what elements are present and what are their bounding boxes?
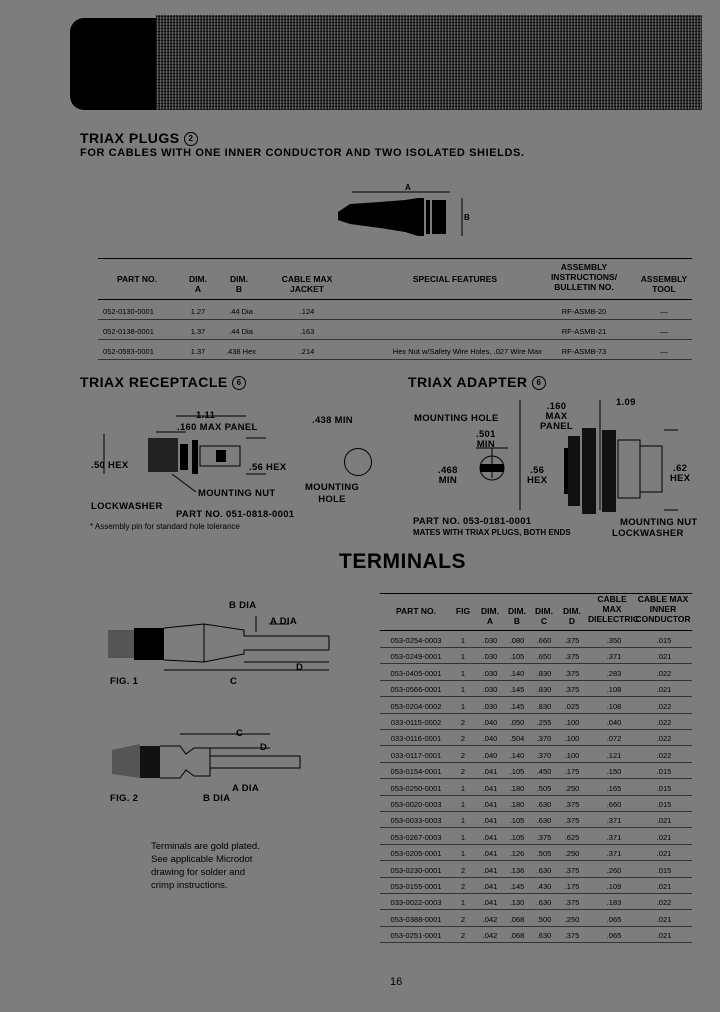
term-table-cell: .072 bbox=[606, 734, 622, 744]
term-table-cell: .105 bbox=[509, 816, 525, 826]
plug-table-cell: 052-0593-0001 bbox=[103, 347, 154, 356]
term-table-cell: .105 bbox=[509, 652, 525, 662]
term-table-cell: 053-0230-0001 bbox=[390, 865, 442, 875]
term-table-cell: .108 bbox=[606, 701, 622, 711]
term-table-cell: .021 bbox=[656, 685, 672, 695]
term-table-cell: 1 bbox=[460, 685, 466, 695]
plug-col-instructions: ASSEMBLY INSTRUCTIONS/ BULLETIN NO. bbox=[550, 262, 618, 292]
plug-col-dimb: DIM. B bbox=[230, 274, 248, 294]
term-table-cell: .450 bbox=[536, 767, 552, 777]
term-row-rule bbox=[380, 729, 692, 730]
plug-col-features: SPECIAL FEATURES bbox=[412, 274, 498, 284]
term-table-cell: .022 bbox=[656, 701, 672, 711]
term-table-cell: .030 bbox=[482, 636, 498, 645]
term-row-rule bbox=[380, 844, 692, 845]
term-table-cell: 1 bbox=[460, 636, 466, 645]
term-table-cell: .021 bbox=[656, 931, 672, 941]
term-col-c: DIM. C bbox=[535, 606, 553, 626]
term-table-cell: 2 bbox=[460, 767, 466, 777]
term-table-cell: .100 bbox=[564, 734, 580, 744]
term-table-cell: .183 bbox=[606, 898, 622, 908]
term-table-cell: .080 bbox=[509, 636, 525, 645]
term-table-cell: .065 bbox=[606, 931, 622, 941]
plug-table-cell: Hex Nut w/Safety Wire Holes, .027 Wire Max bbox=[392, 347, 542, 356]
term-table-cell: .650 bbox=[536, 652, 552, 662]
plug-table-header-rule bbox=[98, 299, 692, 300]
term-table-cell: 053-0566-0001 bbox=[390, 685, 442, 695]
term-table-cell: .260 bbox=[606, 865, 622, 875]
term-table-cell: .375 bbox=[536, 832, 552, 842]
terminals-title: TERMINALS bbox=[339, 550, 466, 573]
fig1-b-dia: B DIA bbox=[229, 600, 257, 611]
term-table-cell: .100 bbox=[564, 750, 580, 760]
term-table-cell: .375 bbox=[564, 668, 580, 678]
fig2-d: D bbox=[260, 742, 268, 753]
term-row-rule bbox=[380, 663, 692, 664]
term-table-cell: 033-0115-0002 bbox=[390, 718, 442, 727]
adapter-part-no: PART NO. 053-0181-0001 bbox=[413, 516, 532, 527]
adapter-dim-56: .56 HEX bbox=[527, 465, 548, 486]
term-table-cell: .371 bbox=[606, 832, 622, 842]
adapter-mates: MATES WITH TRIAX PLUGS, BOTH ENDS bbox=[413, 528, 571, 537]
recept-part-no: PART NO. 051-0818-0001 bbox=[176, 509, 295, 520]
triax-receptacle-circle-num: 6 bbox=[232, 376, 246, 390]
term-table-cell: .250 bbox=[564, 783, 580, 793]
term-table-cell: .660 bbox=[606, 800, 622, 809]
term-table-cell: .371 bbox=[606, 849, 622, 859]
term-table-cell: .025 bbox=[564, 701, 580, 711]
plug-table-cell: 1.37 bbox=[190, 327, 206, 336]
term-table-cell: 1 bbox=[460, 816, 466, 826]
term-table-cell: .021 bbox=[656, 914, 672, 924]
term-table-cell: .068 bbox=[509, 914, 525, 924]
term-row-rule bbox=[380, 811, 692, 812]
term-table-cell: 053-0267-0003 bbox=[390, 832, 442, 842]
term-row-rule bbox=[380, 942, 692, 943]
plug-dim-a: A bbox=[405, 183, 411, 192]
triax-plug-drawing bbox=[330, 182, 480, 244]
term-table-cell: .015 bbox=[656, 767, 672, 777]
term-table-cell: 2 bbox=[460, 882, 466, 891]
term-table-cell: .283 bbox=[606, 668, 622, 678]
recept-mounting-nut: MOUNTING NUT bbox=[198, 488, 276, 499]
term-table-cell: .041 bbox=[482, 882, 498, 891]
term-table-cell: 1 bbox=[460, 849, 466, 859]
term-table-cell: .040 bbox=[606, 718, 622, 727]
term-table-cell: .065 bbox=[606, 914, 622, 924]
term-row-rule bbox=[380, 745, 692, 746]
term-table-cell: .015 bbox=[656, 800, 672, 809]
term-table-cell: 053-0033-0003 bbox=[390, 816, 442, 826]
term-table-cell: .500 bbox=[536, 914, 552, 924]
term-table-cell: .145 bbox=[509, 685, 525, 695]
term-table-cell: .375 bbox=[564, 865, 580, 875]
triax-plugs-title: TRIAX PLUGS bbox=[80, 130, 180, 146]
fig2-a-dia: A DIA bbox=[232, 783, 260, 794]
term-table-cell: .180 bbox=[509, 783, 525, 793]
term-table-cell: .021 bbox=[656, 652, 672, 662]
term-table-cell: .250 bbox=[564, 849, 580, 859]
plug-row-rule bbox=[98, 319, 692, 320]
term-table-cell: .015 bbox=[656, 865, 672, 875]
term-row-rule bbox=[380, 762, 692, 763]
recept-dim-50: .50 HEX bbox=[91, 460, 129, 471]
term-table-cell: .041 bbox=[482, 783, 498, 793]
fig1-a-dia: A DIA bbox=[270, 616, 298, 627]
term-table-cell: .630 bbox=[536, 931, 552, 941]
recept-hole-label: MOUNTING HOLE bbox=[304, 482, 360, 505]
term-table-cell: 053-0250-0001 bbox=[390, 783, 442, 793]
plug-table-cell: — bbox=[660, 307, 668, 316]
term-table-cell: .504 bbox=[509, 734, 525, 744]
term-table-cell: .100 bbox=[564, 718, 580, 727]
term-table-cell: .041 bbox=[482, 849, 498, 859]
fig1-caption: FIG. 1 bbox=[110, 676, 139, 687]
plug-table-cell: RF-ASMB-73 bbox=[561, 347, 607, 356]
term-table-cell: .041 bbox=[482, 832, 498, 842]
plug-table-cell: .438 Hex bbox=[225, 347, 257, 356]
term-table-cell: 053-0405-0001 bbox=[390, 668, 442, 678]
term-table-cell: .041 bbox=[482, 865, 498, 875]
term-table-cell: 1 bbox=[460, 701, 466, 711]
term-table-cell: .040 bbox=[482, 750, 498, 760]
adapter-mounting-nut: MOUNTING NUT bbox=[620, 517, 698, 528]
term-table-cell: .126 bbox=[509, 849, 525, 859]
term-table-cell: .350 bbox=[606, 636, 622, 645]
term-table-cell: 033-0116-0001 bbox=[390, 734, 442, 744]
term-table-cell: .040 bbox=[482, 734, 498, 744]
fig1-c: C bbox=[230, 676, 238, 687]
term-table-cell: 053-0251-0001 bbox=[390, 931, 442, 941]
term-table-cell: .145 bbox=[509, 882, 525, 891]
term-table-cell: 2 bbox=[460, 718, 466, 727]
term-table-cell: .105 bbox=[509, 767, 525, 777]
term-table-cell: .108 bbox=[606, 685, 622, 695]
term-table-cell: 1 bbox=[460, 832, 466, 842]
term-table-cell: 053-0254-0003 bbox=[390, 636, 442, 645]
term-table-cell: .630 bbox=[536, 816, 552, 826]
header-black-tab bbox=[70, 18, 156, 110]
term-table-cell: .375 bbox=[564, 816, 580, 826]
term-table-cell: .430 bbox=[536, 882, 552, 891]
term-table-cell: .371 bbox=[606, 816, 622, 826]
recept-hole-dim: .438 MIN bbox=[312, 415, 353, 426]
term-table-cell: .041 bbox=[482, 816, 498, 826]
term-table-cell: 1 bbox=[460, 652, 466, 662]
term-table-cell: 053-0204-0002 bbox=[390, 701, 442, 711]
plug-table-cell: 1.27 bbox=[190, 307, 206, 316]
term-row-rule bbox=[380, 877, 692, 878]
term-table-cell: .630 bbox=[536, 898, 552, 908]
term-table-cell: .375 bbox=[564, 931, 580, 941]
receptacle-drawing bbox=[86, 404, 296, 500]
term-col-b: DIM. B bbox=[508, 606, 526, 626]
term-col-d: DIM. D bbox=[563, 606, 581, 626]
term-table-cell: .630 bbox=[536, 865, 552, 875]
plug-table-cell: 052-0138-0001 bbox=[103, 327, 154, 336]
term-table-cell: .505 bbox=[536, 849, 552, 859]
term-row-rule bbox=[380, 893, 692, 894]
term-table-cell: .130 bbox=[509, 898, 525, 908]
term-table-cell: 053-0388-0001 bbox=[390, 914, 442, 924]
recept-dim-56: .56 HEX bbox=[249, 462, 287, 473]
term-table-cell: .068 bbox=[509, 931, 525, 941]
term-table-cell: 1 bbox=[460, 800, 466, 809]
term-table-cell: .660 bbox=[536, 636, 552, 645]
plug-table-cell: .44 Dia bbox=[229, 307, 253, 316]
recept-footnote: * Assembly pin for standard hole tolerance bbox=[90, 522, 240, 531]
term-table-cell: .040 bbox=[482, 718, 498, 727]
fig2-caption: FIG. 2 bbox=[110, 793, 139, 804]
plug-table-cell: RF-ASMB-20 bbox=[561, 307, 607, 316]
term-table-cell: .175 bbox=[564, 882, 580, 891]
recept-dim-111: 1.11 bbox=[196, 410, 216, 421]
term-row-rule bbox=[380, 680, 692, 681]
term-table-cell: .030 bbox=[482, 701, 498, 711]
fig2-b-dia: B DIA bbox=[203, 793, 231, 804]
term-table-cell: .175 bbox=[564, 767, 580, 777]
page-number: 16 bbox=[390, 976, 403, 988]
term-row-rule bbox=[380, 647, 692, 648]
plug-table-cell: .214 bbox=[299, 347, 315, 356]
recept-dim-160: .160 MAX PANEL bbox=[177, 422, 258, 433]
term-table-cell: .150 bbox=[606, 767, 622, 777]
adapter-drawing bbox=[468, 400, 698, 520]
plug-table-cell: — bbox=[660, 327, 668, 336]
term-table-cell: .022 bbox=[656, 734, 672, 744]
triax-adapter-title: TRIAX ADAPTER bbox=[408, 374, 528, 390]
term-table-cell: .041 bbox=[482, 898, 498, 908]
term-table-cell: 1 bbox=[460, 898, 466, 908]
term-table-cell: .375 bbox=[564, 636, 580, 645]
term-table-cell: 2 bbox=[460, 865, 466, 875]
term-table-cell: .022 bbox=[656, 898, 672, 908]
term-table-cell: .041 bbox=[482, 800, 498, 809]
term-table-cell: .030 bbox=[482, 668, 498, 678]
term-table-cell: .041 bbox=[482, 767, 498, 777]
term-table-cell: .830 bbox=[536, 685, 552, 695]
plug-table-cell: — bbox=[660, 347, 668, 356]
term-table-cell: .375 bbox=[564, 652, 580, 662]
terminal-fig2-drawing bbox=[110, 724, 320, 794]
term-table-cell: 2 bbox=[460, 931, 466, 941]
term-row-rule bbox=[380, 926, 692, 927]
term-table-cell: 053-0249-0001 bbox=[390, 652, 442, 662]
term-table-cell: 053-0020-0003 bbox=[390, 800, 442, 809]
term-table-cell: .180 bbox=[509, 800, 525, 809]
term-table-cell: 2 bbox=[460, 750, 466, 760]
term-table-cell: .136 bbox=[509, 865, 525, 875]
header-title-band bbox=[156, 15, 702, 110]
term-table-cell: .630 bbox=[536, 800, 552, 809]
term-table-cell: .250 bbox=[564, 914, 580, 924]
adapter-dim-468: .468 MIN bbox=[438, 465, 458, 486]
plug-col-dima: DIM. A bbox=[189, 274, 207, 294]
adapter-lockwasher: LOCKWASHER bbox=[612, 528, 684, 539]
term-table-cell: .375 bbox=[564, 685, 580, 695]
triax-plugs-heading bbox=[80, 130, 198, 146]
term-table-cell: .370 bbox=[536, 750, 552, 760]
plug-col-jacket: CABLE MAX JACKET bbox=[281, 274, 333, 294]
term-row-rule bbox=[380, 713, 692, 714]
term-table-cell: .375 bbox=[564, 800, 580, 809]
term-table-cell: .505 bbox=[536, 783, 552, 793]
plug-table-cell: 1.37 bbox=[190, 347, 206, 356]
term-table-cell: .022 bbox=[656, 750, 672, 760]
term-col-fig: FIG bbox=[455, 606, 471, 616]
term-table-cell: .145 bbox=[509, 701, 525, 711]
term-table-cell: .042 bbox=[482, 914, 498, 924]
plug-table-cell: .44 Dia bbox=[229, 327, 253, 336]
term-table-cell: .140 bbox=[509, 668, 525, 678]
triax-receptacle-heading bbox=[80, 374, 246, 390]
term-table-cell: .370 bbox=[536, 734, 552, 744]
term-col-dielectric: CABLE MAX DIELECTRIC bbox=[588, 594, 639, 624]
adapter-mounting-hole: MOUNTING HOLE bbox=[414, 413, 499, 424]
term-table-cell: .042 bbox=[482, 931, 498, 941]
term-table-cell: 033-0117-0001 bbox=[390, 750, 442, 760]
term-table-cell: .109 bbox=[606, 882, 622, 891]
term-table-cell: .625 bbox=[564, 832, 580, 842]
terminal-fig1-drawing bbox=[104, 606, 334, 686]
plug-table-cell: .163 bbox=[299, 327, 315, 336]
fig1-d: D bbox=[296, 662, 304, 673]
term-table-cell: 2 bbox=[460, 734, 466, 744]
term-table-cell: .015 bbox=[656, 636, 672, 645]
term-table-cell: .030 bbox=[482, 652, 498, 662]
term-col-conductor: CABLE MAX INNER CONDUCTOR bbox=[635, 594, 691, 624]
term-row-rule bbox=[380, 778, 692, 779]
term-row-rule bbox=[380, 909, 692, 910]
plug-col-tool: ASSEMBLY TOOL bbox=[640, 274, 688, 294]
plug-row-rule bbox=[98, 339, 692, 340]
plug-table-cell: .124 bbox=[299, 307, 315, 316]
term-table-cell: 053-0155-0001 bbox=[390, 882, 442, 891]
term-table-cell: 033-0022-0003 bbox=[390, 898, 442, 908]
terminals-note: Terminals are gold plated. See applicable Microdot drawing for solder and crimp instructions. bbox=[151, 841, 260, 891]
term-table-cell: .830 bbox=[536, 701, 552, 711]
term-row-rule bbox=[380, 696, 692, 697]
term-table-cell: .022 bbox=[656, 718, 672, 727]
adapter-dim-109: 1.09 bbox=[616, 397, 636, 408]
term-col-a: DIM. A bbox=[481, 606, 499, 626]
term-row-rule bbox=[380, 827, 692, 828]
term-table-cell: .140 bbox=[509, 750, 525, 760]
term-table-cell: .165 bbox=[606, 783, 622, 793]
term-table-cell: 1 bbox=[460, 668, 466, 678]
term-table-cell: .375 bbox=[564, 898, 580, 908]
plug-dim-b: B bbox=[464, 213, 470, 222]
triax-receptacle-title: TRIAX RECEPTACLE bbox=[80, 374, 228, 390]
term-table-cell: .021 bbox=[656, 882, 672, 891]
fig2-c: C bbox=[236, 728, 244, 739]
term-table-cell: .830 bbox=[536, 668, 552, 678]
term-table-cell: .021 bbox=[656, 849, 672, 859]
term-table-cell: 053-0154-0001 bbox=[390, 767, 442, 777]
term-table-cell: .021 bbox=[656, 816, 672, 826]
term-table-cell: .371 bbox=[606, 652, 622, 662]
term-row-rule bbox=[380, 860, 692, 861]
adapter-dim-501: .501 MIN bbox=[476, 429, 496, 450]
term-table-cell: 2 bbox=[460, 914, 466, 924]
term-col-part: PART NO. bbox=[396, 606, 436, 616]
term-table-cell: 053-0205-0001 bbox=[390, 849, 442, 859]
term-table-cell: .121 bbox=[606, 750, 622, 760]
triax-adapter-circle-num: 6 bbox=[532, 376, 546, 390]
plug-table-cell: RF-ASMB-21 bbox=[561, 327, 607, 336]
term-table-cell: 1 bbox=[460, 783, 466, 793]
plug-table-cell: 052-0130-0001 bbox=[103, 307, 154, 316]
adapter-dim-160: .160 MAX PANEL bbox=[540, 401, 573, 432]
term-table-cell: .015 bbox=[656, 783, 672, 793]
term-table-cell: .021 bbox=[656, 832, 672, 842]
triax-plugs-circle-num: 2 bbox=[184, 132, 198, 146]
term-table-cell: .105 bbox=[509, 832, 525, 842]
triax-adapter-heading bbox=[408, 374, 546, 390]
term-table-cell: .050 bbox=[509, 718, 525, 727]
triax-plugs-subtitle: FOR CABLES WITH ONE INNER CONDUCTOR AND TWO ISOLATED SHIELDS. bbox=[80, 147, 525, 159]
plug-col-part: PART NO. bbox=[117, 274, 157, 284]
term-table-header-rule bbox=[380, 630, 692, 631]
recept-mounting-hole-circle bbox=[344, 448, 372, 476]
term-row-rule bbox=[380, 795, 692, 796]
term-table-cell: .030 bbox=[482, 685, 498, 695]
recept-lockwasher: LOCKWASHER bbox=[91, 501, 163, 512]
term-table-cell: .255 bbox=[536, 718, 552, 727]
adapter-dim-62: .62 HEX bbox=[670, 463, 691, 484]
term-table-cell: .022 bbox=[656, 668, 672, 678]
plug-table-top-rule bbox=[98, 258, 692, 259]
plug-row-rule bbox=[98, 359, 692, 360]
